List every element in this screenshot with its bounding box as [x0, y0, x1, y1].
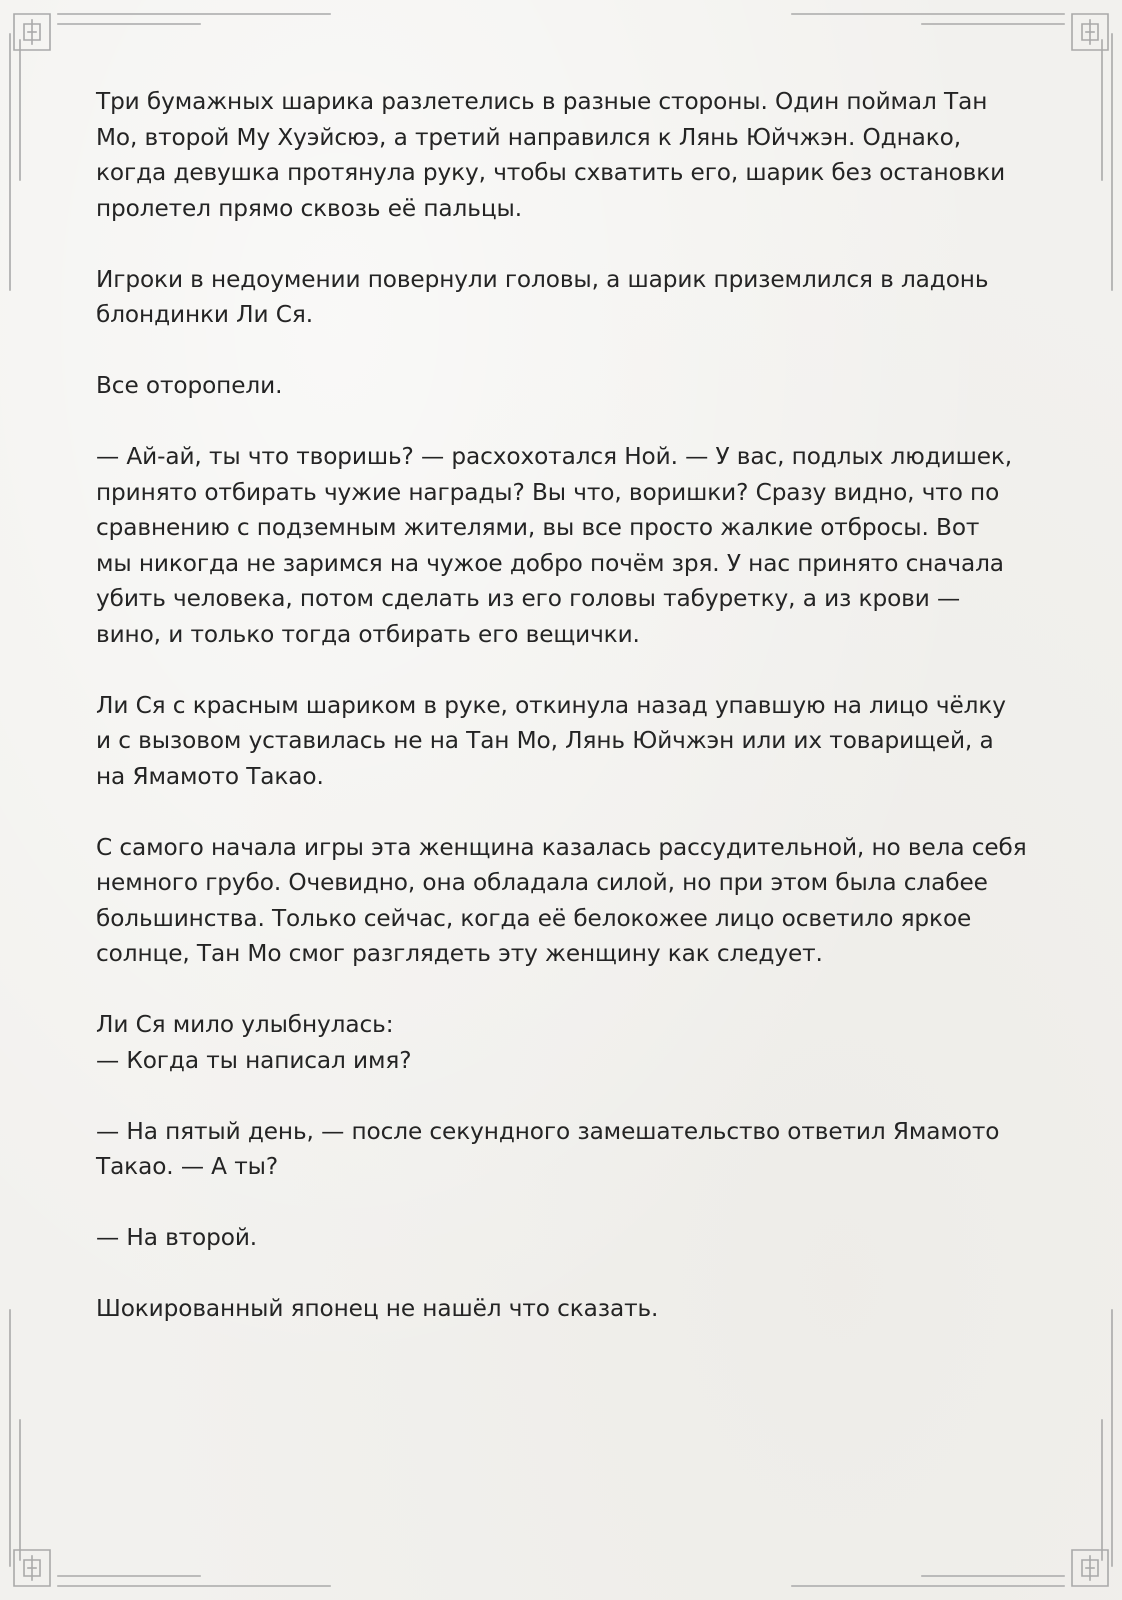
paragraph	[96, 368, 1036, 404]
document-body	[96, 84, 1036, 1362]
text-line: когда девушка протянула руку, чтобы схватить его, шарик без остановки	[96, 159, 1006, 186]
text-line: вино, и только тогда отбирать его вещички.	[96, 620, 640, 648]
text-line: Мо, второй Му Хуэйсюэ, а третий направился к Лянь Юйчжэн. Однако,	[96, 123, 962, 151]
text-line: — Когда ты написал имя?	[96, 1046, 412, 1074]
text-line: и с вызовом уставилась не на Тан Мо, Лянь Юйчжэн или их товарищей, а	[96, 727, 994, 754]
paragraph	[96, 439, 1036, 652]
paragraph	[96, 1114, 1036, 1185]
paragraph	[96, 688, 1036, 795]
text-line: немного грубо. Очевидно, она обладала силой, но при этом была слабее	[96, 869, 988, 896]
text-line: Игроки в недоумении повернули головы, а шарик приземлился в ладонь	[96, 265, 989, 293]
text-line: С самого начала игры эта женщина казалась рассудительной, но вела себя	[96, 833, 1027, 861]
text-line: Такао. — А ты?	[96, 1153, 279, 1180]
text-line: — На пятый день, — после секундного замешательство ответил Ямамото	[96, 1117, 1000, 1145]
paragraph	[96, 1291, 1036, 1327]
paragraph	[96, 84, 1036, 226]
paragraph	[96, 1007, 1036, 1078]
text-line: большинства. Только сейчас, когда её белокожее лицо осветило яркое	[96, 904, 972, 932]
paragraph	[96, 262, 1036, 333]
paragraph	[96, 1220, 1036, 1256]
text-line: Ли Ся с красным шариком в руке, откинула назад упавшую на лицо чёлку	[96, 691, 1006, 719]
text-line: Ли Ся мило улыбнулась:	[96, 1011, 394, 1038]
text-line: Все оторопели.	[96, 372, 283, 399]
text-line: солнце, Тан Мо смог разглядеть эту женщину как следует.	[96, 940, 823, 967]
text-line: на Ямамото Такао.	[96, 762, 324, 790]
text-line: пролетел прямо сквозь её пальцы.	[96, 194, 522, 222]
text-line: — Ай-ай, ты что творишь? — расхохотался Ной. — У вас, подлых людишек,	[96, 443, 1013, 470]
text-line: блондинки Ли Ся.	[96, 301, 313, 328]
paragraph	[96, 830, 1036, 972]
text-line: Шокированный японец не нашёл что сказать.	[96, 1295, 659, 1322]
text-line: принято отбирать чужие награды? Вы что, воришки? Сразу видно, что по	[96, 478, 1000, 506]
text-line: убить человека, потом сделать из его головы табуретку, а из крови —	[96, 585, 961, 612]
text-line: Три бумажных шарика разлетелись в разные стороны. Один поймал Тан	[96, 88, 988, 115]
text-line: мы никогда не заримся на чужое добро почём зря. У нас принято сначала	[96, 549, 1004, 577]
text-line: — На второй.	[96, 1224, 258, 1251]
text-line: сравнению с подземным жителями, вы все просто жалкие отбросы. Вот	[96, 514, 980, 541]
